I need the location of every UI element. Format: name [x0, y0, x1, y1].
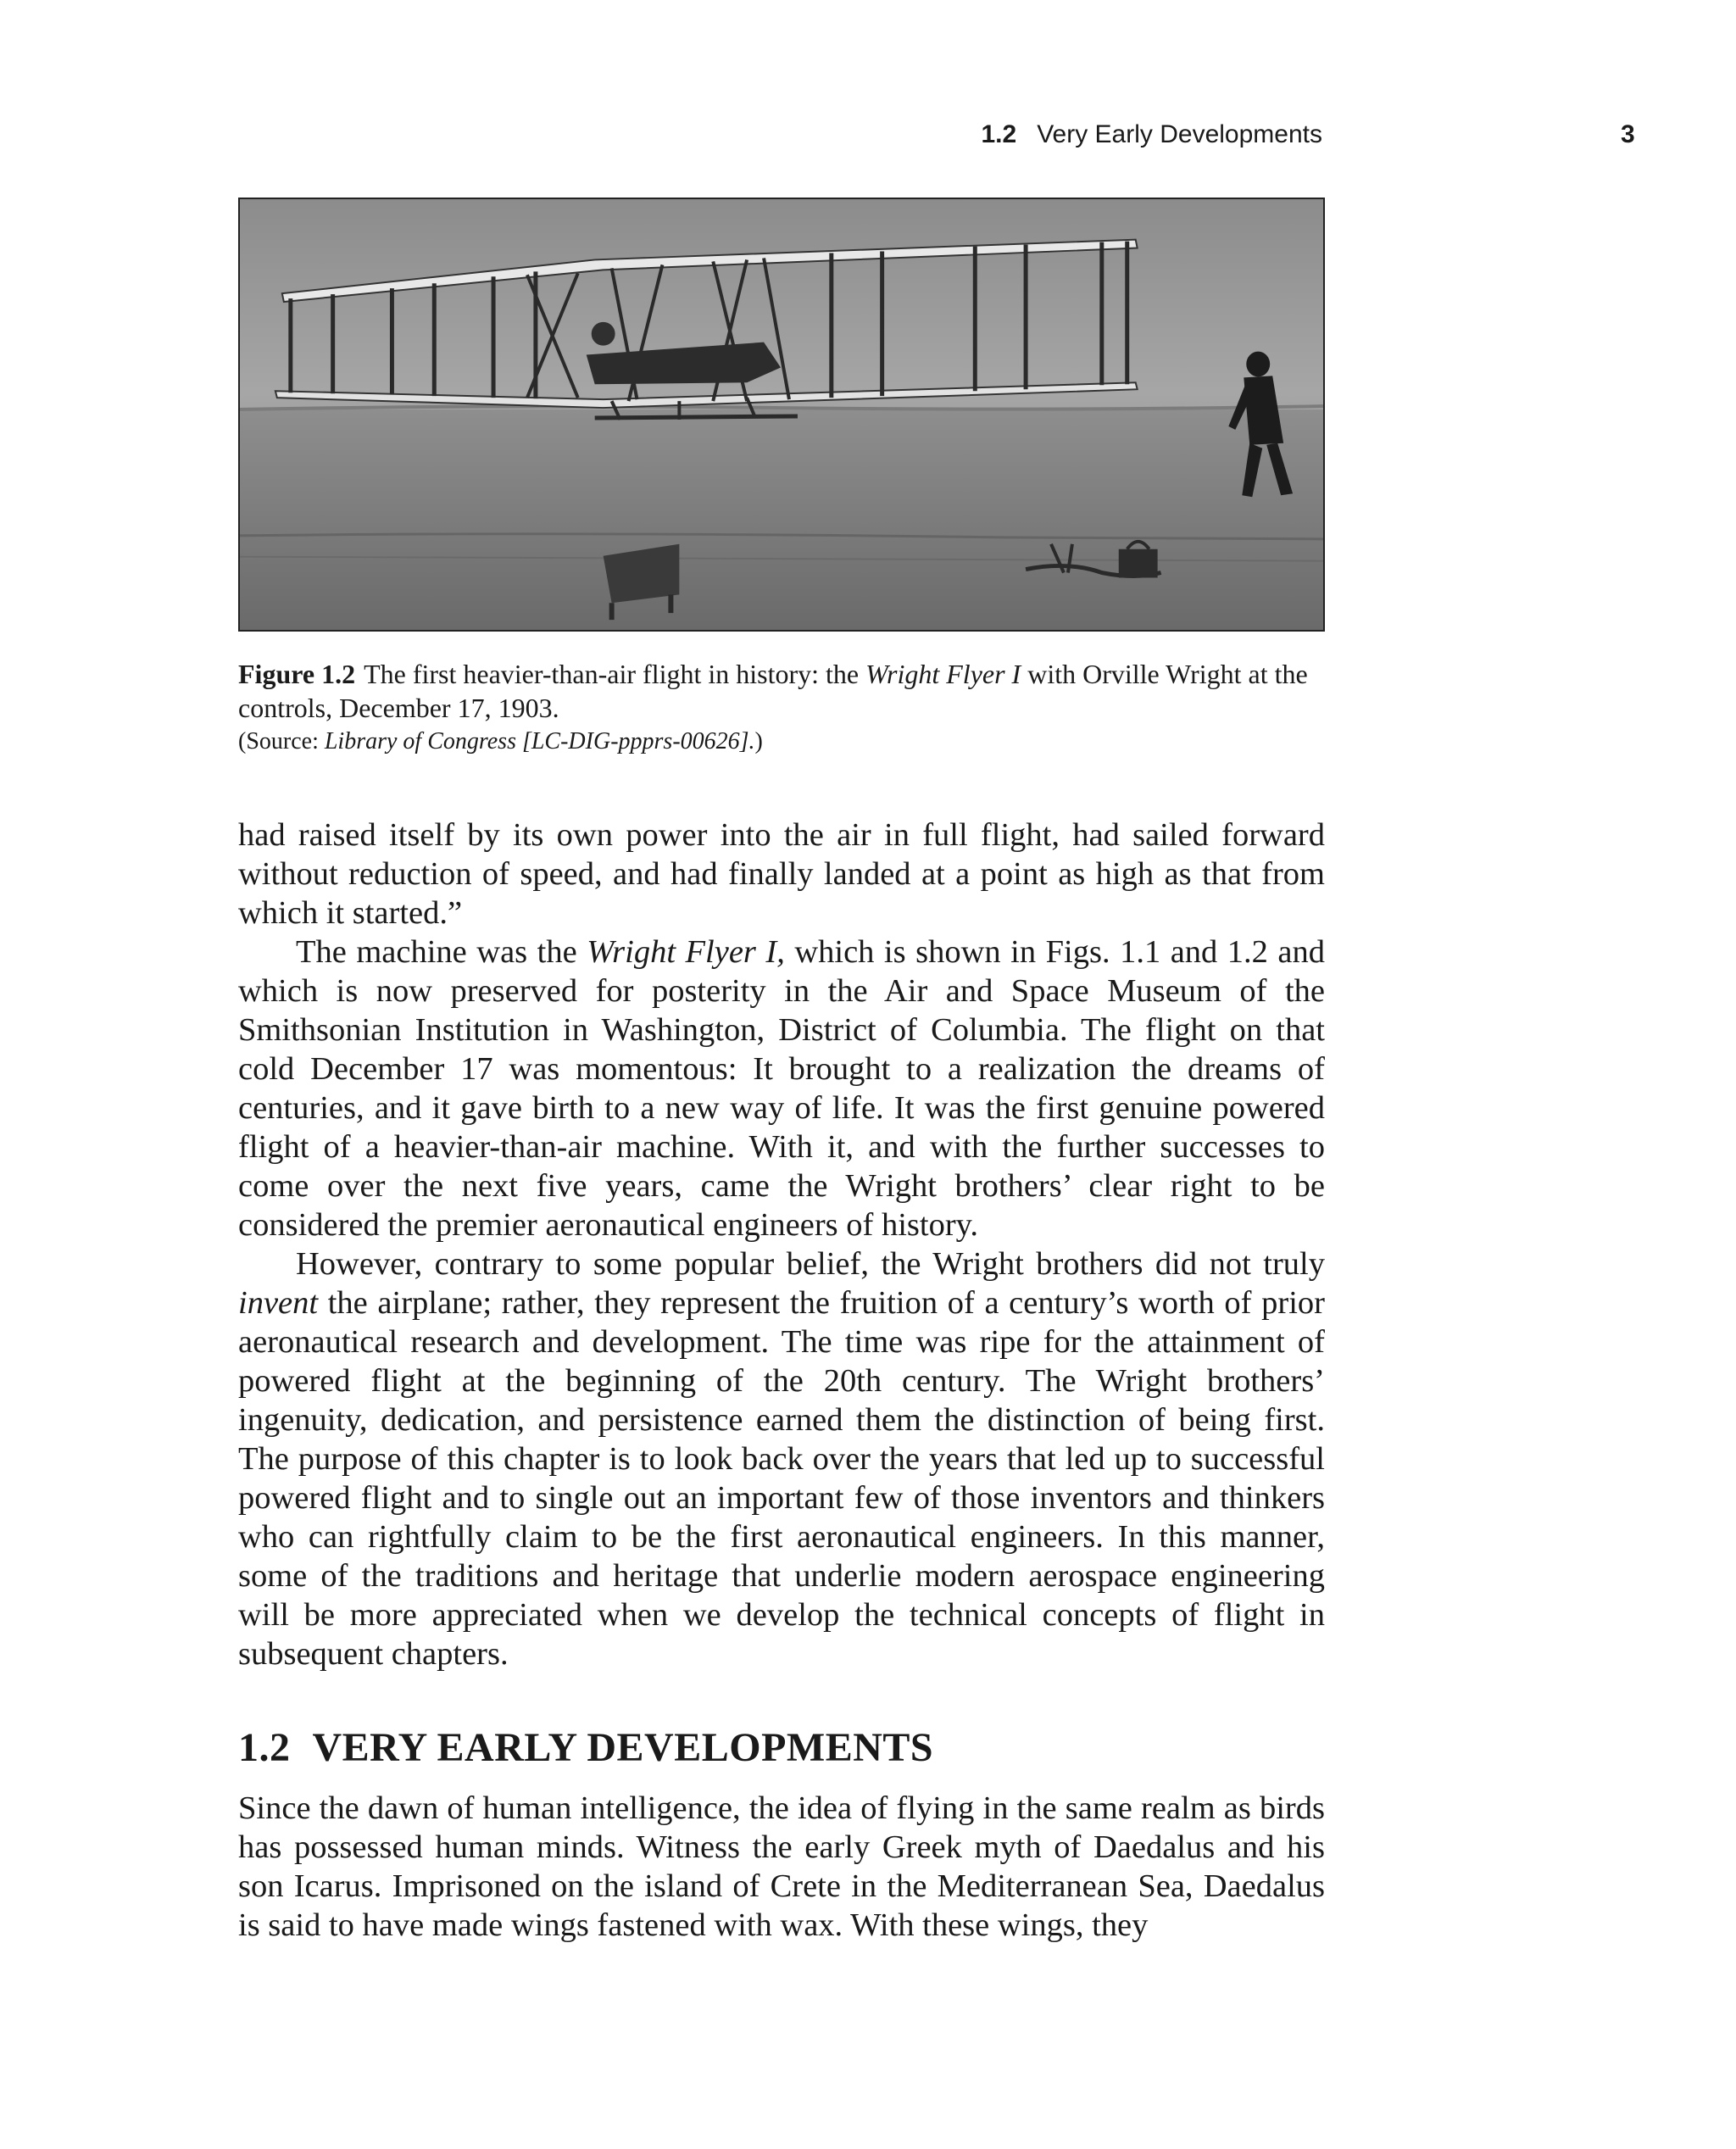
figure-caption-text: The first heavier-than-air flight in history: the: [364, 659, 866, 689]
paragraph-text: However, contrary to some popular belief, the Wright brothers did not truly: [296, 1246, 1325, 1282]
section-number: 1.2: [238, 1725, 291, 1770]
figure-source-italic: Library of Congress [LC-DIG-ppprs-00626].: [324, 728, 755, 754]
running-header: [0, 120, 1736, 154]
figure-caption-text-end: with Orville Wright at the controls, December 17, 1903.: [238, 659, 1308, 723]
page-number: 3: [1621, 120, 1635, 148]
figure-source: [238, 727, 1325, 757]
body-text: [238, 816, 1325, 1673]
running-header-section-number: 1.2: [981, 120, 1017, 148]
paragraph-text: the airplane; rather, they represent the fruition of a century’s worth of prior aeronautical research and development. The time was ripe for the attainment of powered flight at the beginning of the 20th century. The Wright brothers’ ingenuity, dedication, and persistence earned them the distinction of being first. The purpose of this chapter is to look back over the years that led up to successful powered flight and to single out an important few of those inventors and thinkers who can rightfully claim to be the first aeronautical engineers. In this manner, some of the traditions and heritage that underlie modern aerospace engineering will be more appreciated when we develop the technical concepts of flight in subsequent chapters.: [238, 1285, 1325, 1672]
wright-flyer-photo-image: [240, 199, 1323, 630]
paragraph-italic: Wright Flyer I,: [587, 934, 785, 970]
wright-flyer-photo: [238, 198, 1325, 632]
paragraph-italic: invent: [238, 1285, 319, 1321]
figure-caption-italic: Wright Flyer I: [865, 659, 1021, 689]
paragraph-text: which is shown in Figs. 1.1 and 1.2 and which is now preserved for posterity in the Air and Space Museum of the Smithsonian Institution in Washington, District of Columbia. The flight on that cold December 17 was momentous: It brought to a realization the dreams of centuries, and it gave birth to a new way of life. It was the first genuine powered flight of a heavier-than-air machine. With it, and with the further successes to come over the next five years, came the Wright brothers’ clear right to be considered the premier aeronautical engineers of history.: [238, 934, 1325, 1243]
running-header-section: [981, 120, 1322, 149]
figure-label: Figure 1.2: [238, 659, 356, 689]
figure-source-close: ): [754, 728, 763, 754]
figure-source-open: (Source:: [238, 728, 325, 754]
figure-caption: [238, 657, 1325, 757]
section-heading: [238, 1724, 933, 1771]
paragraph-contrary: [238, 1244, 1325, 1673]
paragraph-text: The machine was the: [296, 934, 587, 970]
section-title: VERY EARLY DEVELOPMENTS: [312, 1725, 934, 1770]
running-header-section-title: Very Early Developments: [1037, 120, 1322, 148]
paragraph-daedalus: Since the dawn of human intelligence, the idea of flying in the same realm as birds has possessed human minds. Witness the early Greek myth of Daedalus and his son Icarus. Imprisoned on the island of Crete in the Mediterranean Sea, Daedalus is said to have made wings fastened with wax. With these wings, they: [238, 1790, 1325, 1943]
paragraph-continuation: had raised itself by its own power into the air in full flight, had sailed forward without reduction of speed, and had finally landed at a point as high as that from which it started.”: [238, 817, 1325, 931]
paragraph-wright-flyer: [238, 933, 1325, 1244]
section-body-text: [238, 1789, 1325, 1945]
